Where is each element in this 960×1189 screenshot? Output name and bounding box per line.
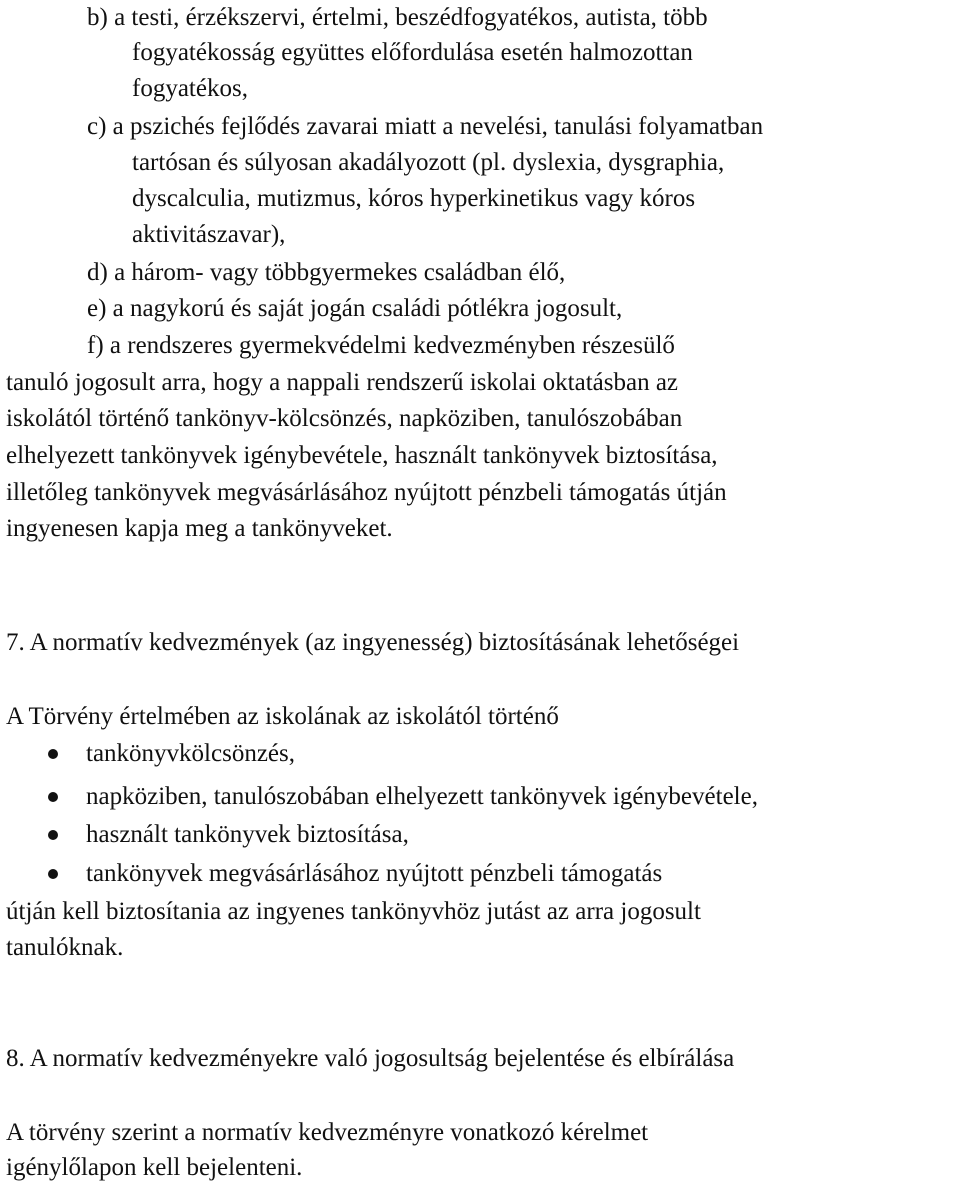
section-7-bullet-3: használt tankönyvek biztosítása, <box>86 821 409 848</box>
paragraph-1-line-4: illetőleg tankönyvek megvásárlásához nyújtott pénzbeli támogatás útján <box>6 479 727 506</box>
section-7-bullet-1: tankönyvkölcsönzés, <box>86 740 295 767</box>
paragraph-1-line-3: elhelyezett tankönyvek igénybevétele, használt tankönyvek biztosítása, <box>6 442 718 469</box>
list-item-c-line-3: dyscalculia, mutizmus, kóros hyperkinetikus vagy kóros <box>132 185 696 212</box>
section-7-heading: 7. A normatív kedvezmények (az ingyenesség) biztosításának lehetőségei <box>6 629 740 656</box>
bullet-dot-icon <box>48 749 58 759</box>
section-7-intro: A Törvény értelmében az iskolának az iskolától történő <box>6 703 559 730</box>
paragraph-1-line-5: ingyenesen kapja meg a tankönyveket. <box>6 515 393 542</box>
paragraph-1-line-2: iskolától történő tankönyv-kölcsönzés, napköziben, tanulószobában <box>6 405 683 432</box>
list-item-b-line-3: fogyatékos, <box>132 75 248 102</box>
paragraph-1-line-1: tanuló jogosult arra, hogy a nappali rendszerű iskolai oktatásban az <box>6 369 679 396</box>
section-7-outro-line-2: tanulóknak. <box>6 934 124 961</box>
list-item-f: f) a rendszeres gyermekvédelmi kedvezményben részesülő <box>87 332 675 359</box>
bullet-dot-icon <box>48 792 58 802</box>
list-item-b-line-2: fogyatékosság együttes előfordulása esetén halmozottan <box>132 39 693 66</box>
section-7-outro-line-1: útján kell biztosítania az ingyenes tankönyvhöz jutást az arra jogosult <box>6 898 701 925</box>
list-item-b-line-1: b) a testi, érzékszervi, értelmi, beszédfogyatékos, autista, több <box>87 4 708 31</box>
bullet-dot-icon <box>48 830 58 840</box>
list-item-e: e) a nagykorú és saját jogán családi pótlékra jogosult, <box>87 295 623 322</box>
list-item-c-line-1: c) a pszichés fejlődés zavarai miatt a nevelési, tanulási folyamatban <box>87 113 764 140</box>
bullet-dot-icon <box>48 869 58 879</box>
list-item-d: d) a három- vagy többgyermekes családban élő, <box>87 259 566 286</box>
section-8-body-line-2: igénylőlapon kell bejelenteni. <box>6 1154 303 1181</box>
list-item-c-line-2: tartósan és súlyosan akadályozott (pl. dyslexia, dysgraphia, <box>132 149 725 176</box>
section-7-bullet-4: tankönyvek megvásárlásához nyújtott pénzbeli támogatás <box>86 860 663 887</box>
section-7-bullet-2: napköziben, tanulószobában elhelyezett tankönyvek igénybevétele, <box>86 783 758 810</box>
list-item-c-line-4: aktivitászavar), <box>132 221 286 248</box>
section-8-body-line-1: A törvény szerint a normatív kedvezményre vonatkozó kérelmet <box>6 1119 649 1146</box>
section-8-heading: 8. A normatív kedvezményekre való jogosultság bejelentése és elbírálása <box>6 1045 735 1072</box>
